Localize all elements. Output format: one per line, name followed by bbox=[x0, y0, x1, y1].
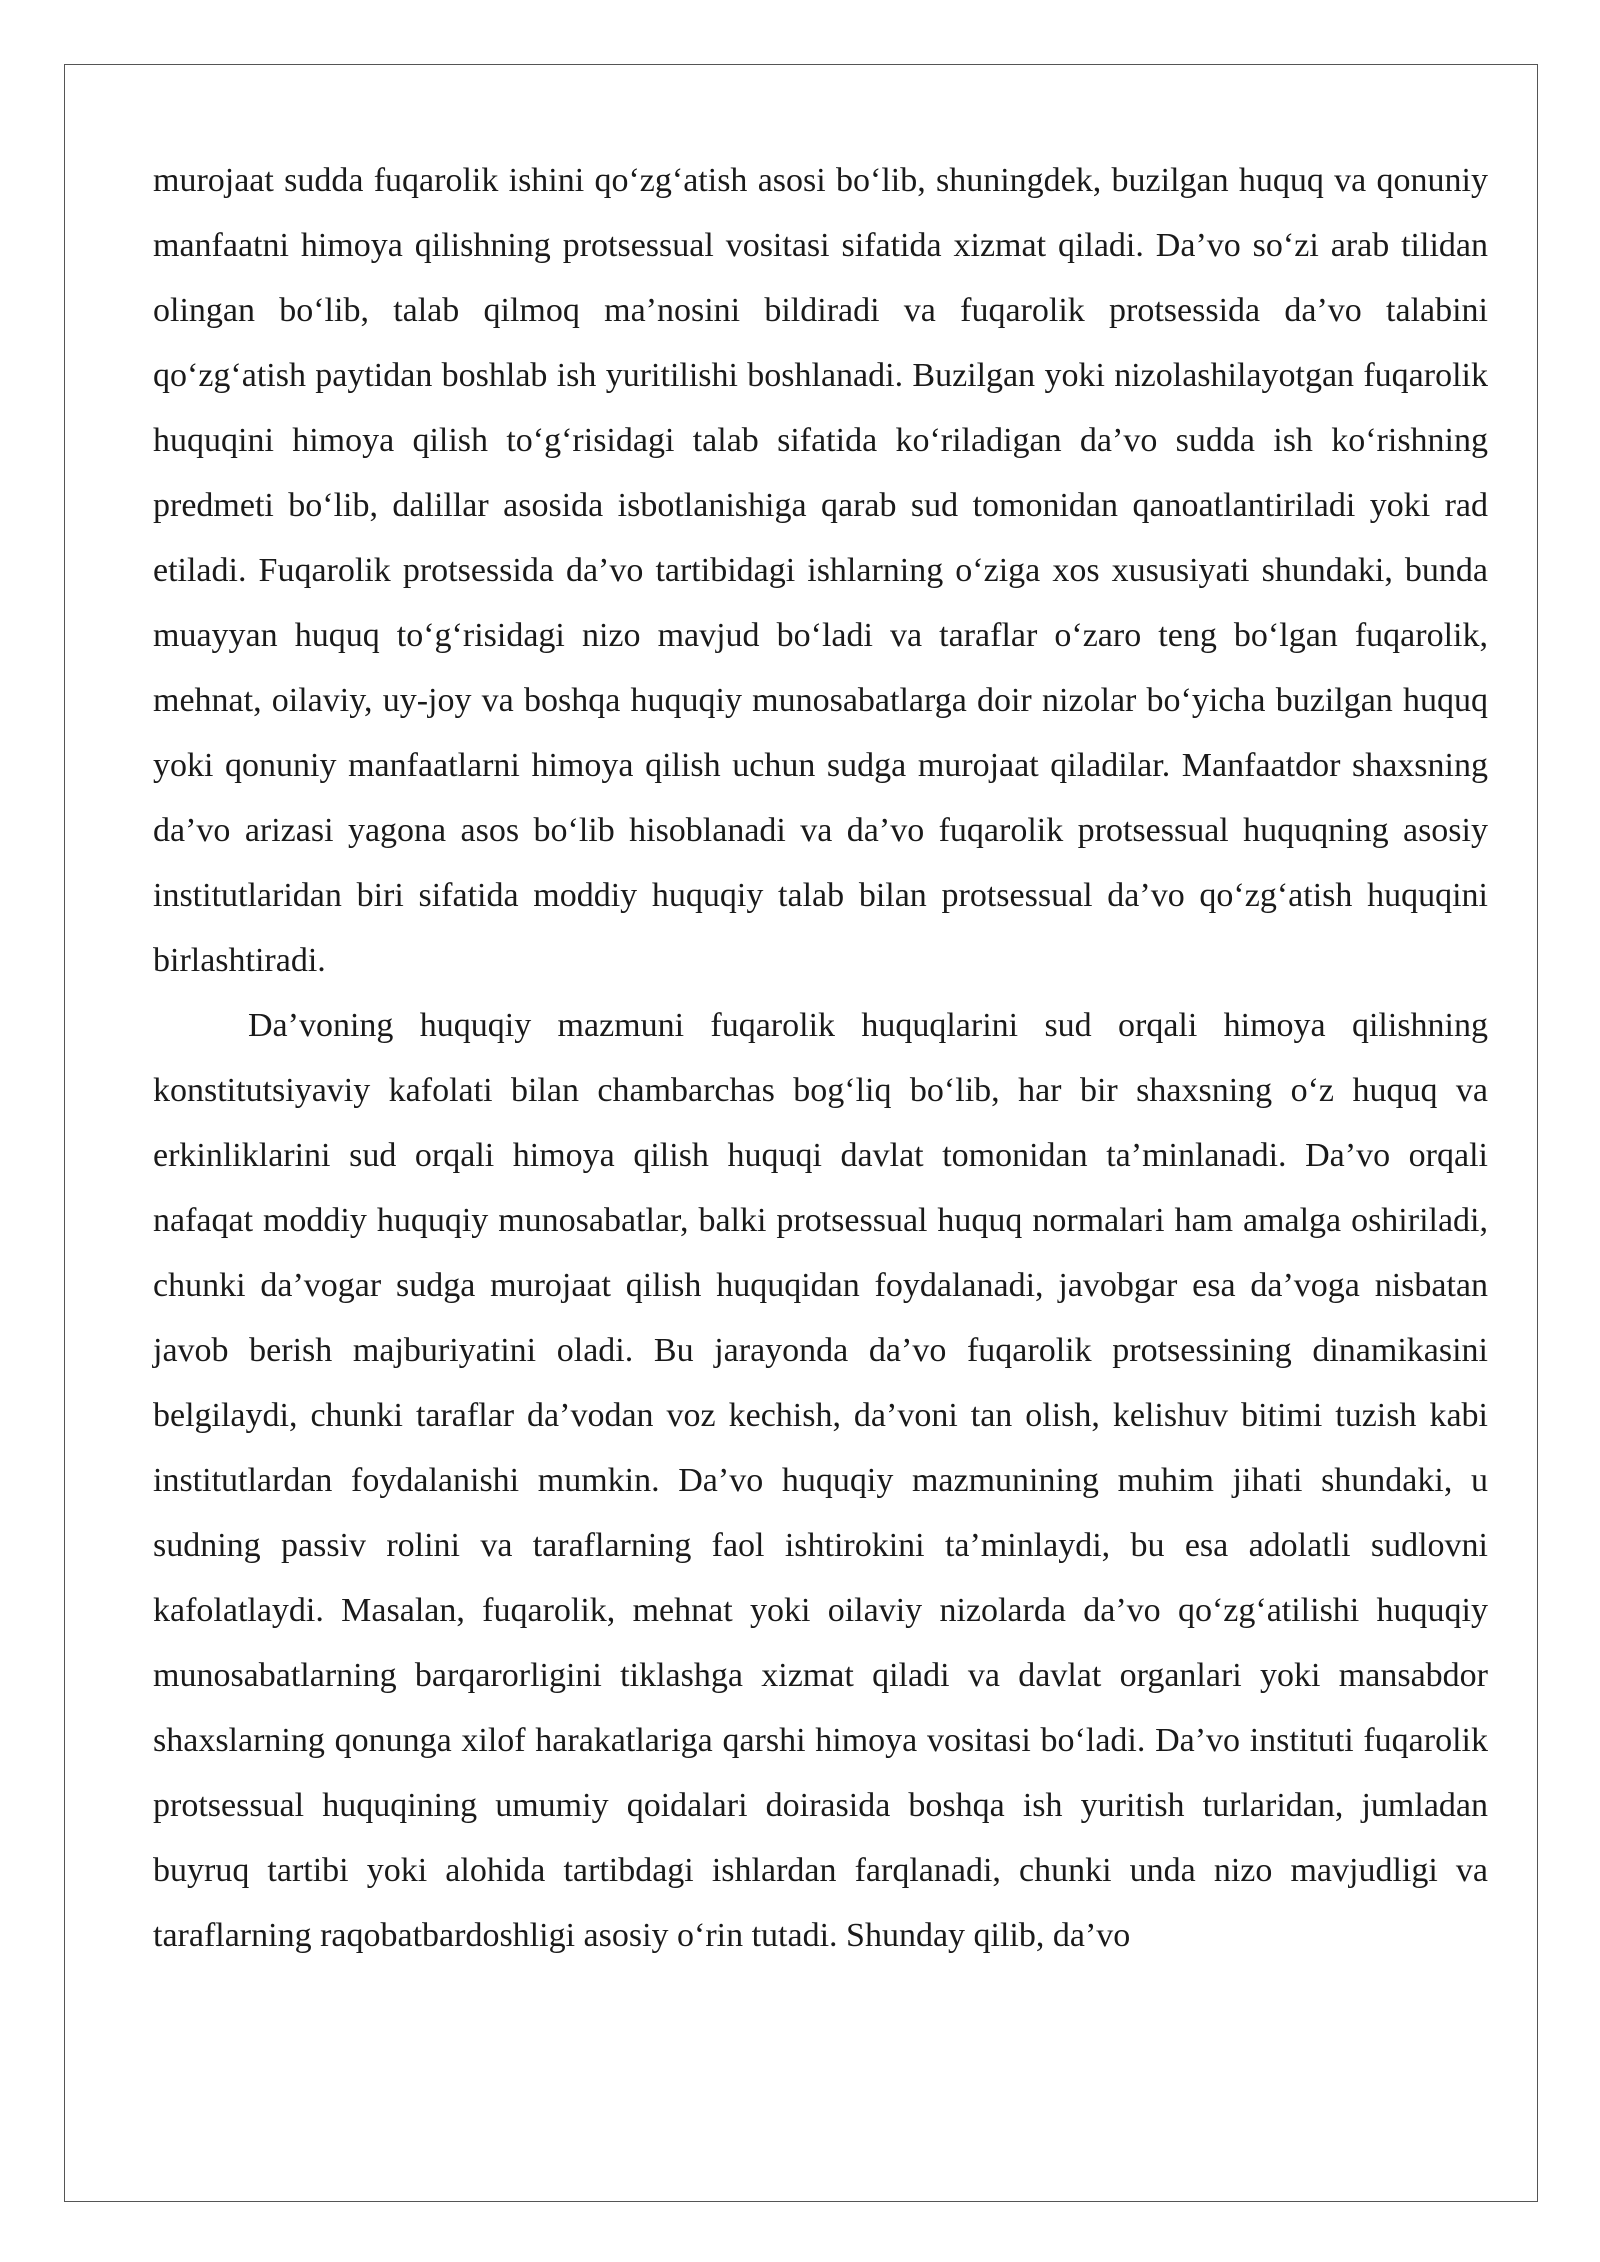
document-body bbox=[153, 148, 1488, 1968]
paragraph-1: murojaat sudda fuqarolik ishini qo‘zg‘atish asosi bo‘lib, shuningdek, buzilgan huquq va qonuniy manfaatni himoya qilishning protsessual vositasi sifatida xizmat qiladi. Da’vo so‘zi arab tilidan olingan bo‘lib, talab qilmoq ma’nosini bildiradi va fuqarolik protsessida da’vo talabini qo‘zg‘atish paytidan boshlab ish yuritilishi boshlanadi. Buzilgan yoki nizolashilayotgan fuqarolik huquqini himoya qilish to‘g‘risidagi talab sifatida ko‘riladigan da’vo sudda ish ko‘rishning predmeti bo‘lib, dalillar asosida isbotlanishiga qarab sud tomonidan qanoatlantiriladi yoki rad etiladi. Fuqarolik protsessida da’vo tartibidagi ishlarning o‘ziga xos xususiyati shundaki, bunda muayyan huquq to‘g‘risidagi nizo mavjud bo‘ladi va taraflar o‘zaro teng bo‘lgan fuqarolik, mehnat, oilaviy, uy-joy va boshqa huquqiy munosabatlarga doir nizolar bo‘yicha buzilgan huquq yoki qonuniy manfaatlarni himoya qilish uchun sudga murojaat qiladilar. Manfaatdor shaxsning da’vo arizasi yagona asos bo‘lib hisoblanadi va da’vo fuqarolik protsessual huquqning asosiy institutlaridan biri sifatida moddiy huquqiy talab bilan protsessual da’vo qo‘zg‘atish huquqini birlashtiradi. bbox=[153, 162, 1488, 979]
paragraph-2: Da’voning huquqiy mazmuni fuqarolik huquqlarini sud orqali himoya qilishning konstitutsiyaviy kafolati bilan chambarchas bog‘liq bo‘lib, har bir shaxsning o‘z huquq va erkinliklarini sud orqali himoya qilish huquqi davlat tomonidan ta’minlanadi. Da’vo orqali nafaqat moddiy huquqiy munosabatlar, balki protsessual huquq normalari ham amalga oshiriladi, chunki da’vogar sudga murojaat qilish huquqidan foydalanadi, javobgar esa da’voga nisbatan javob berish majburiyatini oladi. Bu jarayonda da’vo fuqarolik protsessining dinamikasini belgilaydi, chunki taraflar da’vodan voz kechish, da’voni tan olish, kelishuv bitimi tuzish kabi institutlardan foydalanishi mumkin. Da’vo huquqiy mazmunining muhim jihati shundaki, u sudning passiv rolini va taraflarning faol ishtirokini ta’minlaydi, bu esa adolatli sudlovni kafolatlaydi. Masalan, fuqarolik, mehnat yoki oilaviy nizolarda da’vo qo‘zg‘atilishi huquqiy munosabatlarning barqarorligini tiklashga xizmat qiladi va davlat organlari yoki mansabdor shaxslarning qonunga xilof harakatlariga qarshi himoya vositasi bo‘ladi. Da’vo instituti fuqarolik protsessual huquqining umumiy qoidalari doirasida boshqa ish yuritish turlaridan, jumladan buyruq tartibi yoki alohida tartibdagi ishlardan farqlanadi, chunki unda nizo mavjudligi va taraflarning raqobatbardoshligi asosiy o‘rin tutadi. Shunday qilib, da’vo bbox=[153, 1007, 1488, 1954]
